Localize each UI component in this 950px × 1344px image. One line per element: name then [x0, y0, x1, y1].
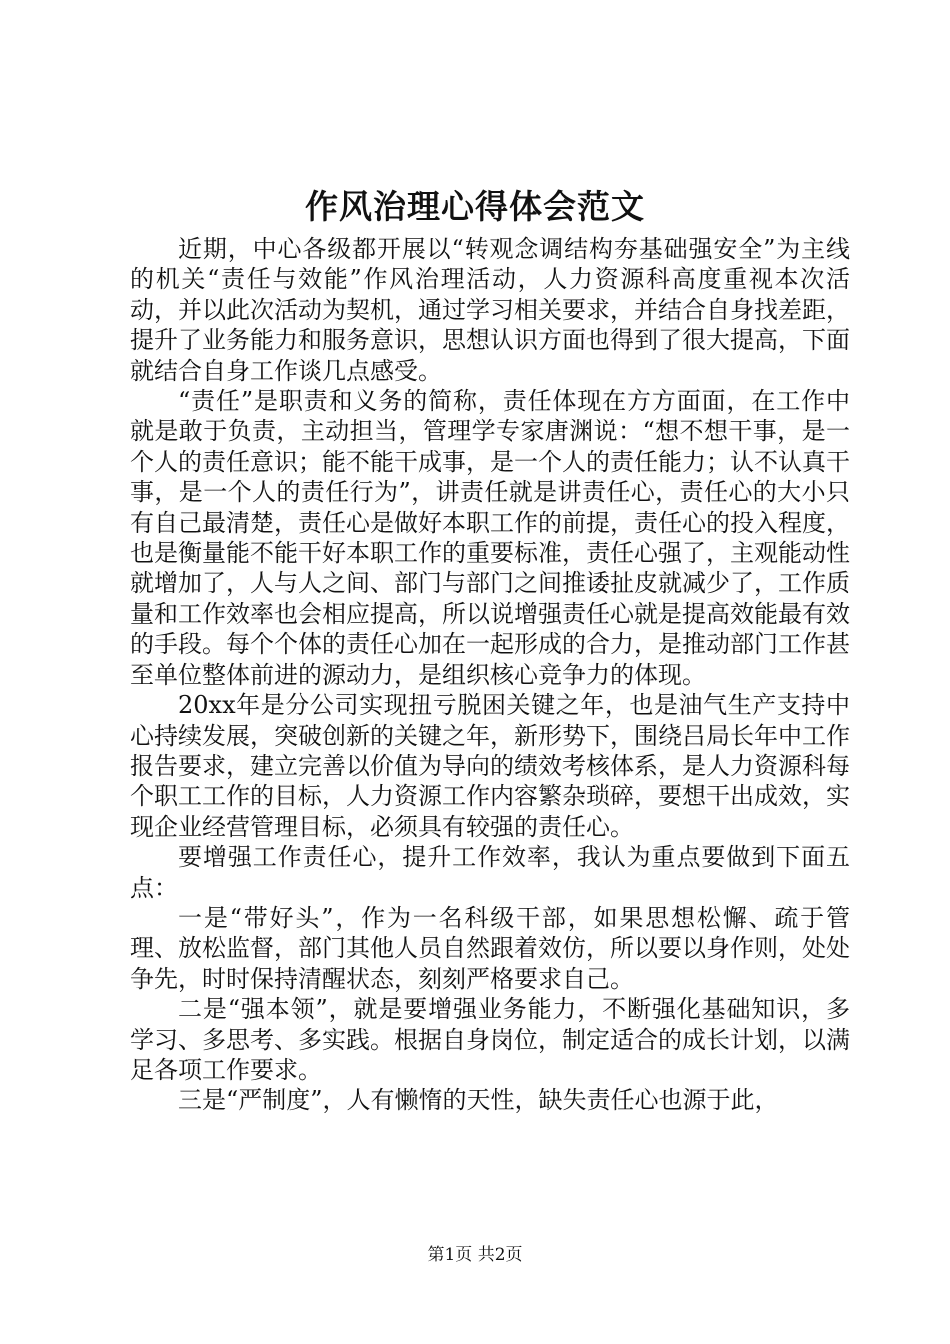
document-body [130, 234, 850, 1116]
paragraph-intro: 近期，中心各级都开展以“转观念调结构夯基础强安全”为主线的机关“责任与效能”作风治理活动，人力资源科高度重视本次活动，并以此次活动为契机，通过学习相关要求，并结合自身找差距，提升了业务能力和服务意识，思想认识方面也得到了很大提高，下面就结合自身工作谈几点感受。 [130, 235, 850, 385]
paragraph-five-points: 要增强工作责任心，提升工作效率，我认为重点要做到下面五点： [130, 843, 850, 902]
document-title: 作风治理心得体会范文 [305, 187, 645, 226]
paragraph-point-two: 二是“强本领”，就是要增强业务能力，不断强化基础知识，多学习、多思考、多实践。根据自身岗位，制定适合的成长计划，以满足各项工作要求。 [130, 995, 850, 1084]
paragraph-responsibility: “责任”是职责和义务的简称，责任体现在方方面面，在工作中就是敢于负责，主动担当，管理学专家唐渊说：“想不想干事，是一个人的责任意识；能不能干成事，是一个人的责任能力；认不认真干事，是一个人的责任行为”，讲责任就是讲责任心，责任心的大小只有自己最清楚，责任心是做好本职工作的前提，责任心的投入程度，也是衡量能不能干好本职工作的重要标准，责任心强了，主观能动性就增加了，人与人之间、部门与部门之间推诿扯皮就减少了，工作质量和工作效率也会相应提高，所以说增强责任心就是提高效能最有效的手段。每个个体的责任心加在一起形成的合力，是推动部门工作甚至单位整体前进的源动力，是组织核心竞争力的体现。 [130, 387, 850, 689]
page-number-footer: 第1页 共2页 [427, 1245, 523, 1265]
paragraph-point-one: 一是“带好头”，作为一名科级干部，如果思想松懈、疏于管理、放松监督，部门其他人员自然跟着效仿，所以要以身作则，处处争先，时时保持清醒状态，刻刻严格要求自己。 [130, 903, 850, 993]
paragraph-year-goals: 20xx年是分公司实现扭亏脱困关键之年，也是油气生产支持中心持续发展，突破创新的关键之年，新形势下，围绕吕局长年中工作报告要求，建立完善以价值为导向的绩效考核体系，是人力资源科每个职工工作的目标，人力资源工作内容繁杂琐碎，要想干出成效，实现企业经营管理目标，必须具有较强的责任心。 [130, 691, 850, 841]
paragraph-point-three: 三是“严制度”，人有懒惰的天性，缺失责任心也源于此， [178, 1086, 779, 1115]
